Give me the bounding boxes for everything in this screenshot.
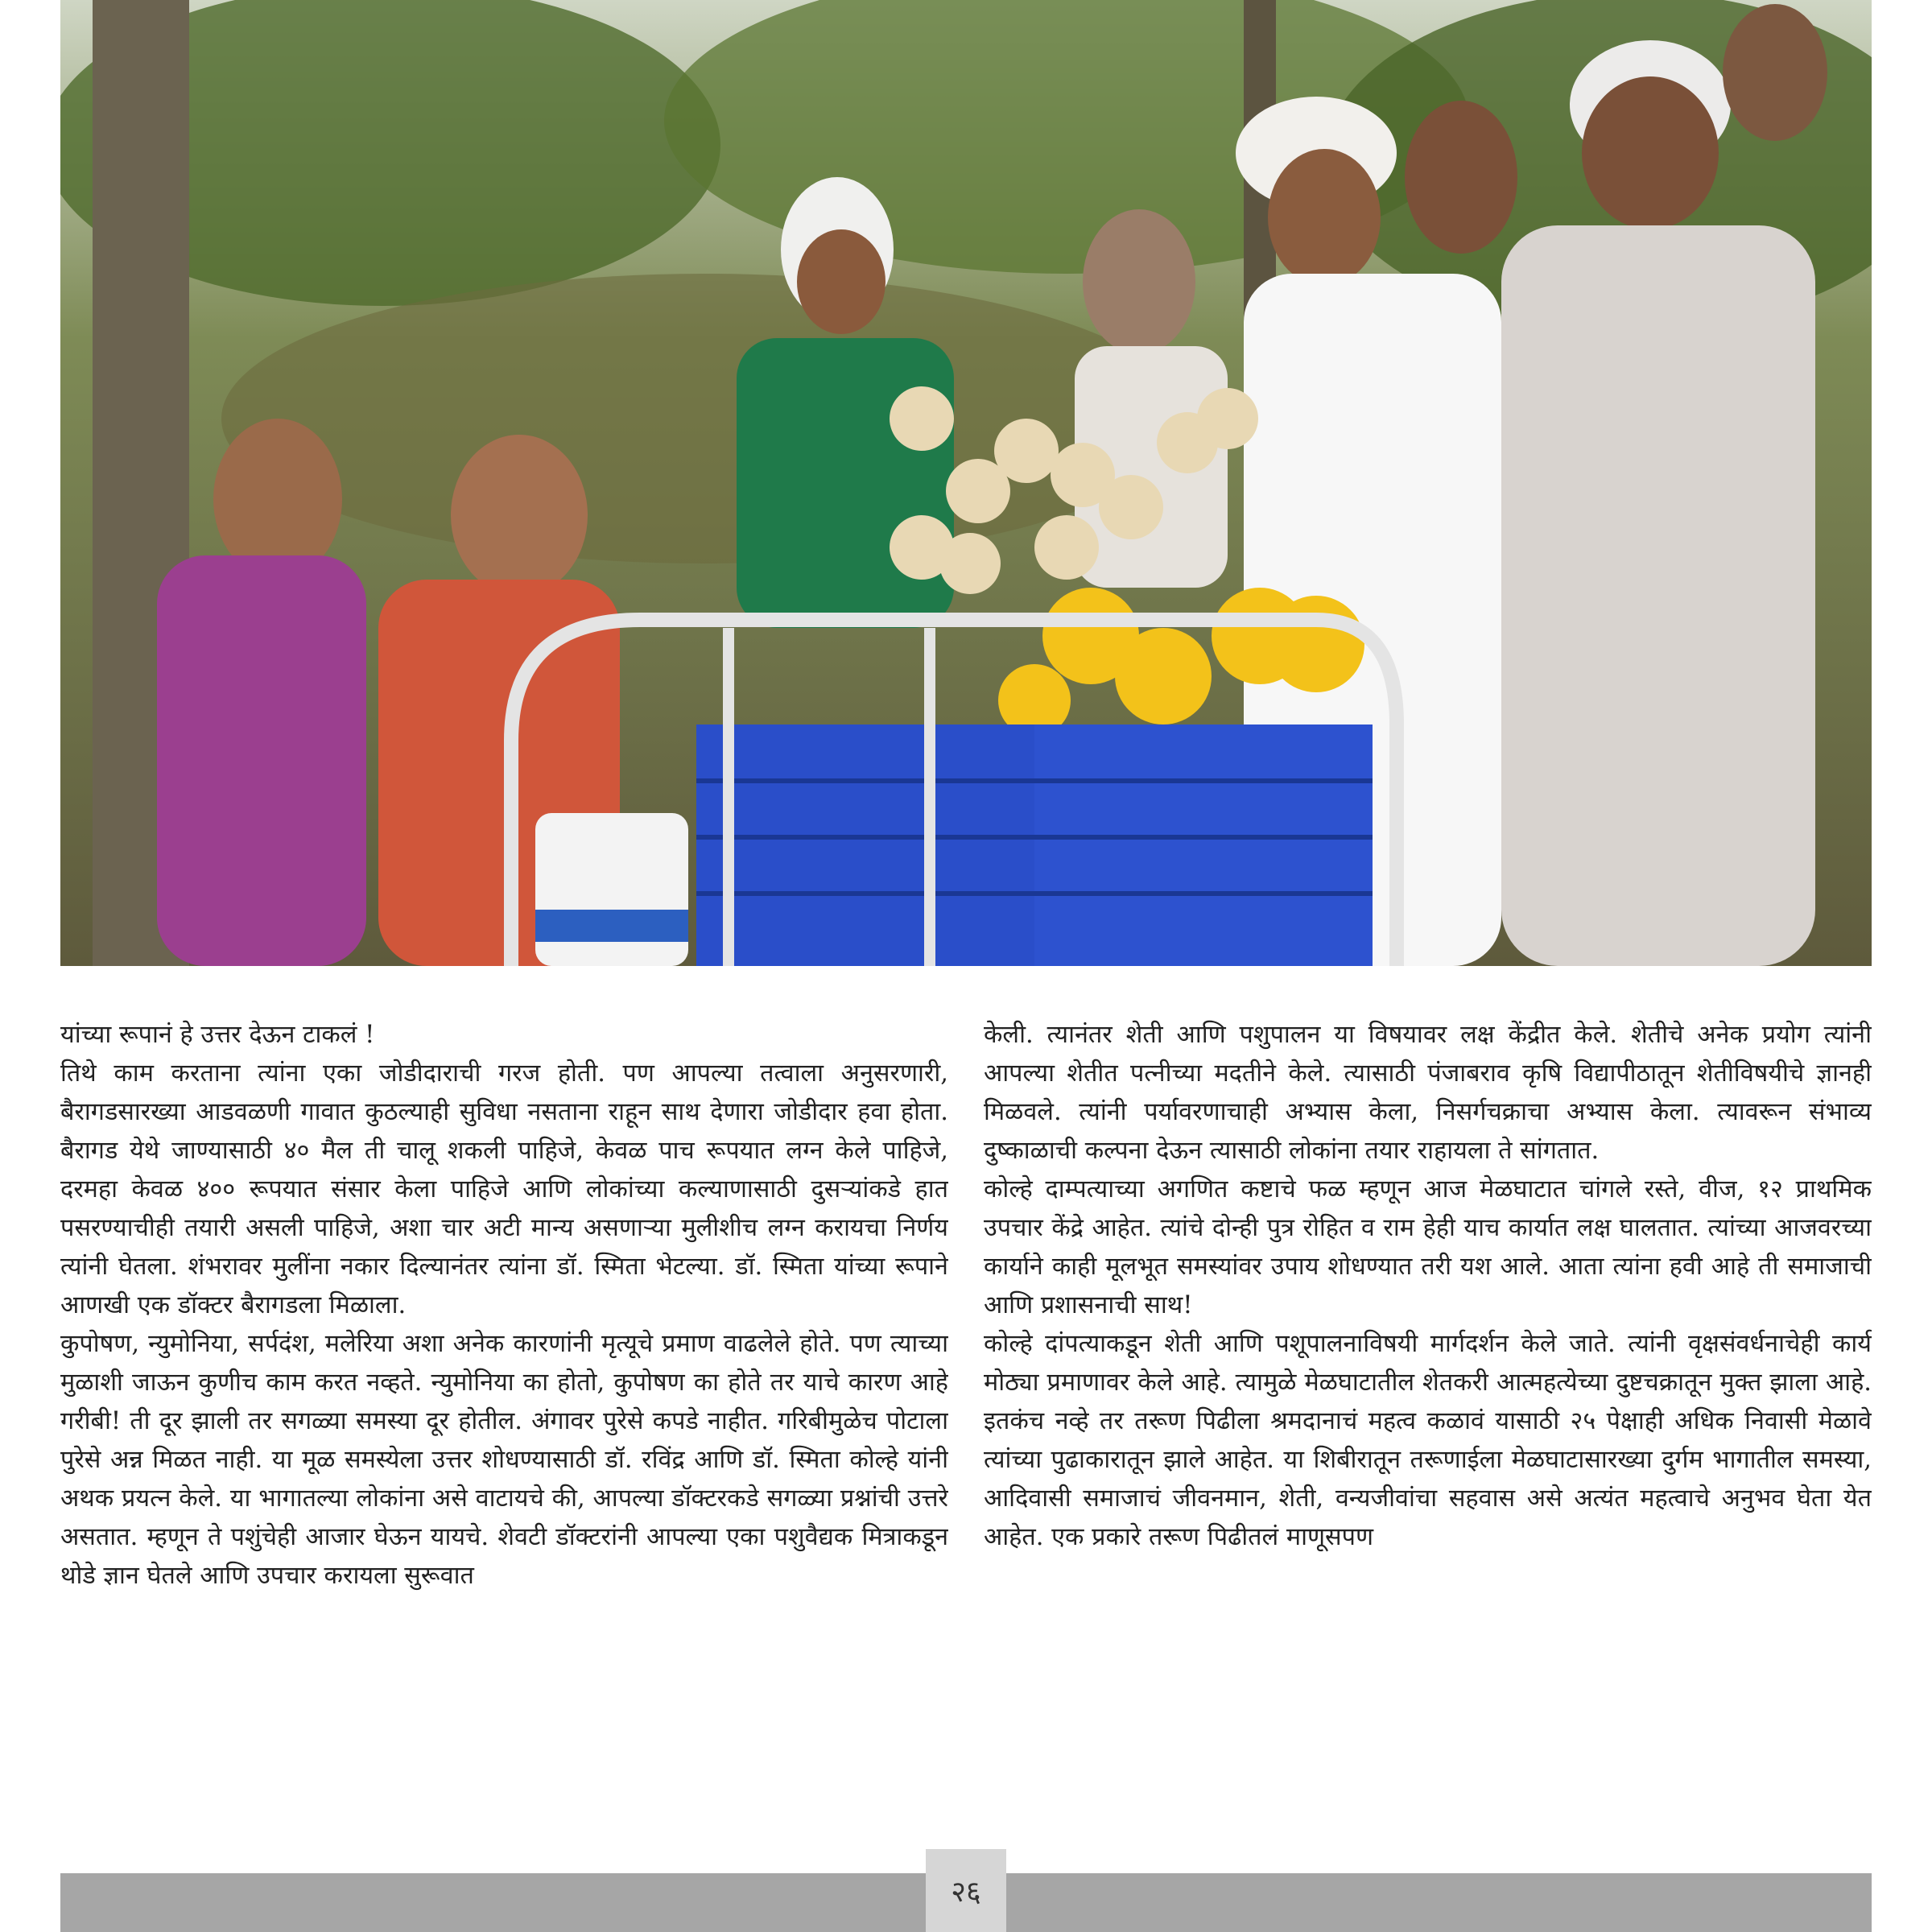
photo-illustration	[60, 0, 1872, 966]
paragraph: यांच्या रूपानं हे उत्तर देऊन टाकलं !	[60, 1021, 375, 1049]
paragraph: कुपोषण, न्युमोनिया, सर्पदंश, मलेरिया अशा अनेक कारणांनी मृत्यूचे प्रमाण वाढलेले होते. पण त्याच्या मुळाशी जाऊन कुणीच काम करत नव्हते. न्युमोनिया का होतो, कुपोषण का होते तर याचे कारण आहे गरीबी! ती दूर झाली तर सगळ्या समस्या दूर होतील. अंगावर पुरेसे कपडे नाहीत. गरिबीमुळेच पोटाला पुरेसे अन्न मिळत नाही. या मूळ समस्येला उत्तर शोधण्यासाठी डॉ. रविंद्र आणि डॉ. स्मिता कोल्हे यांनी अथक प्रयत्न केले. या भागातल्या लोकांना असे वाटायचे की, आपल्या डॉक्टरकडे सगळ्या प्रश्नांची उत्तरे असतात. म्हणून ते पशुंचेही आजार घेऊन यायचे. शेवटी डॉक्टरांनी आपल्या एका पशुवैद्यक मित्राकडून थोडे ज्ञान घेतले आणि उपचार करायला सुरूवात	[60, 1330, 948, 1590]
paragraph: कोल्हे दांपत्याकडून शेती आणि पशूपालनाविषयी मार्गदर्शन केले जाते. त्यांनी वृक्षसंवर्धनाचेही कार्य मोठ्या प्रमाणावर केले आहे. त्यामुळे मेळघाटातील शेतकरी आत्महत्येच्या दुष्टचक्रातून मुक्त झाला आहे. इतकंच नव्हे तर तरूण पिढीला श्रमदानाचं महत्व कळावं यासाठी २५ पेक्षाही अधिक निवासी मेळावे त्यांच्या पुढाकारातून झाले आहेत. या शिबीरातून तरूणाईला मेळघाटासारख्या दुर्गम भागातील समस्या, आदिवासी समाजाचं जीवनमान, शेती, वन्यजीवांचा सहवास असे अत्यंत महत्वाचे अनुभव घेता येत आहेत. एक प्रकारे तरूण पिढीतलं माणूसपण	[984, 1330, 1872, 1551]
crate-right	[1034, 724, 1373, 966]
cooler	[535, 813, 688, 966]
article-left-column	[60, 1016, 948, 1797]
paragraph: केली. त्यानंतर शेती आणि पशुपालन या विषयावर लक्ष केंद्रीत केले. शेतीचे अनेक प्रयोग त्यांनी आपल्या शेतीत पत्नीच्या मदतीने केले. त्यासाठी पंजाबराव कृषि विद्यापीठातून शेतीविषयीचे ज्ञानही मिळवले. त्यांनी पर्यावरणाचाही अभ्यास केला, निसर्गचक्राचा अभ्यास केला. त्यावरून संभाव्य दुष्काळाची कल्पना देऊन त्यासाठी लोकांना तयार राहायला ते सांगतात.	[984, 1021, 1872, 1165]
article-right-column	[984, 1016, 1872, 1797]
paragraph: तिथे काम करताना त्यांना एका जोडीदाराची गरज होती. पण आपल्या तत्वाला अनुसरणारी, बैरागडसारख्या आडवळणी गावात कुठल्याही सुविधा नसताना राहून साथ देणारा जोडीदार हवा होता. बैरागड येथे जाण्यासाठी ४० मैल ती चालू शकली पाहिजे, केवळ पाच रूपयात लग्न केले पाहिजे, दरमहा केवळ ४०० रूपयात संसार केला पाहिजे आणि लोकांच्या कल्याणासाठी दुसऱ्यांकडे हात पसरण्याचीही तयारी असली पाहिजे, अशा चार अटी मान्य असणाऱ्या मुलीशीच लग्न करायचा निर्णय त्यांनी घेतला. शंभरावर मुलींना नकार दिल्यानंतर त्यांना डॉ. स्मिता भेटल्या. डॉ. स्मिता यांच्या रूपाने आणखी एक डॉक्टर बैरागडला मिळाला.	[60, 1059, 948, 1319]
article-photo	[60, 0, 1872, 966]
page-number: २६	[926, 1849, 1006, 1932]
paragraph: कोल्हे दाम्पत्याच्या अगणित कष्टाचे फळ म्हणून आज मेळघाटात चांगले रस्ते, वीज, १२ प्राथमिक उपचार केंद्रे आहेत. त्यांचे दोन्ही पुत्र रोहित व राम हेही याच कार्यात लक्ष घालतात. त्यांच्या आजवरच्या कार्याने काही मूलभूत समस्यांवर उपाय शोधण्यात तरी यश आले. आता त्यांना हवी आहे ती समाजाची आणि प्रशासनाची साथ!	[984, 1175, 1872, 1319]
crate-left	[696, 724, 1034, 966]
